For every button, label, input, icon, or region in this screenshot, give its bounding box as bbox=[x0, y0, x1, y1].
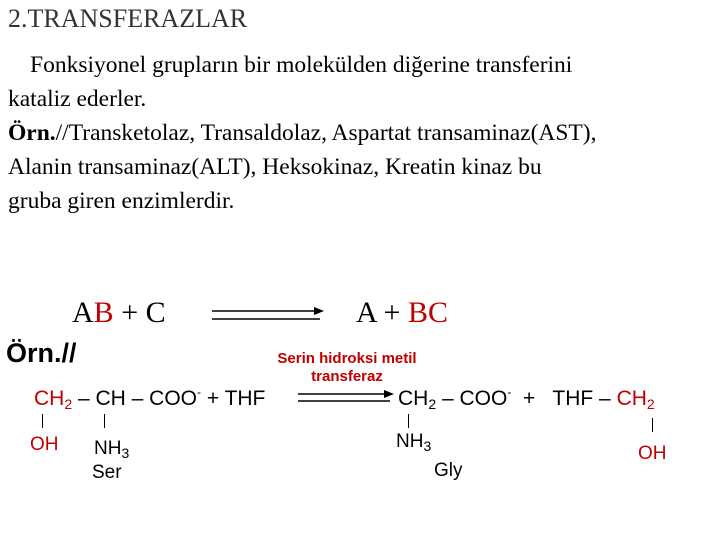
charge-superscript: - bbox=[197, 385, 202, 399]
product-amino-group bbox=[396, 431, 431, 454]
reactant-a: A bbox=[72, 296, 94, 329]
serine-label: Ser bbox=[92, 462, 122, 483]
product-a: A bbox=[356, 296, 377, 329]
para-line-5: gruba giren enzimlerdir. bbox=[8, 188, 235, 214]
example-label: Örn. bbox=[8, 120, 56, 146]
reactants-formula bbox=[34, 385, 265, 412]
subscript: 3 bbox=[423, 438, 432, 454]
nh-text: NH bbox=[94, 438, 122, 459]
bond-line bbox=[652, 418, 653, 432]
example2-label: Örn.// bbox=[6, 338, 77, 368]
nh-text: NH bbox=[396, 431, 424, 452]
ch-text: CH bbox=[616, 387, 647, 410]
hydroxyl-group: OH bbox=[30, 434, 59, 455]
catalyst-line-2: transferaz bbox=[311, 368, 383, 385]
page-title: 2.TRANSFERAZLAR bbox=[8, 4, 248, 33]
bond-line bbox=[42, 414, 43, 428]
reactant-b: B bbox=[93, 296, 114, 329]
para-line-4: Alanin transaminaz(ALT), Heksokinaz, Kreatin kinaz bu bbox=[8, 154, 542, 180]
description-paragraph bbox=[8, 48, 714, 218]
amino-group bbox=[94, 438, 129, 461]
plus-sign: + bbox=[523, 387, 536, 410]
catalyst-line-1: Serin hidroksi metil bbox=[277, 350, 417, 367]
thf-text: THF – bbox=[552, 387, 611, 410]
charge-superscript: - bbox=[507, 385, 512, 399]
subscript: 3 bbox=[121, 445, 130, 461]
reaction-arrow-example bbox=[298, 390, 396, 410]
product-ch2-red bbox=[617, 387, 655, 410]
carboxylate: – COO bbox=[436, 387, 508, 410]
para-line-1: Fonksiyonel grupların bir molekülden diğerine transferini bbox=[30, 52, 573, 78]
subscript: 2 bbox=[64, 396, 73, 412]
product-hydroxyl-group: OH bbox=[638, 443, 667, 464]
product-bc: BC bbox=[407, 296, 448, 329]
plus-sign: + bbox=[121, 296, 139, 329]
glycine-label: Gly bbox=[434, 460, 463, 481]
bond-line bbox=[408, 414, 409, 428]
plus-thf: + THF bbox=[201, 387, 266, 410]
general-reaction-right bbox=[356, 296, 448, 330]
plus-sign: + bbox=[383, 296, 401, 329]
products-formula bbox=[398, 385, 655, 412]
subscript: 2 bbox=[428, 396, 437, 412]
reactant-c: C bbox=[145, 296, 166, 329]
ch-text: CH bbox=[34, 387, 65, 410]
bond-line bbox=[104, 414, 105, 428]
reactant-ch2 bbox=[34, 387, 72, 410]
reactant-chain: – CH – COO bbox=[72, 387, 198, 410]
reaction-arrow-general bbox=[212, 306, 326, 326]
subscript: 2 bbox=[646, 396, 655, 412]
catalyst-label bbox=[262, 350, 432, 386]
general-reaction-left bbox=[72, 296, 166, 330]
ch-text: CH bbox=[398, 387, 429, 410]
para-line-3 bbox=[8, 116, 714, 150]
para-line-2: kataliz ederler. bbox=[8, 86, 147, 112]
enzyme-examples: //Transketolaz, Transaldolaz, Aspartat transaminaz(AST), bbox=[55, 120, 597, 146]
